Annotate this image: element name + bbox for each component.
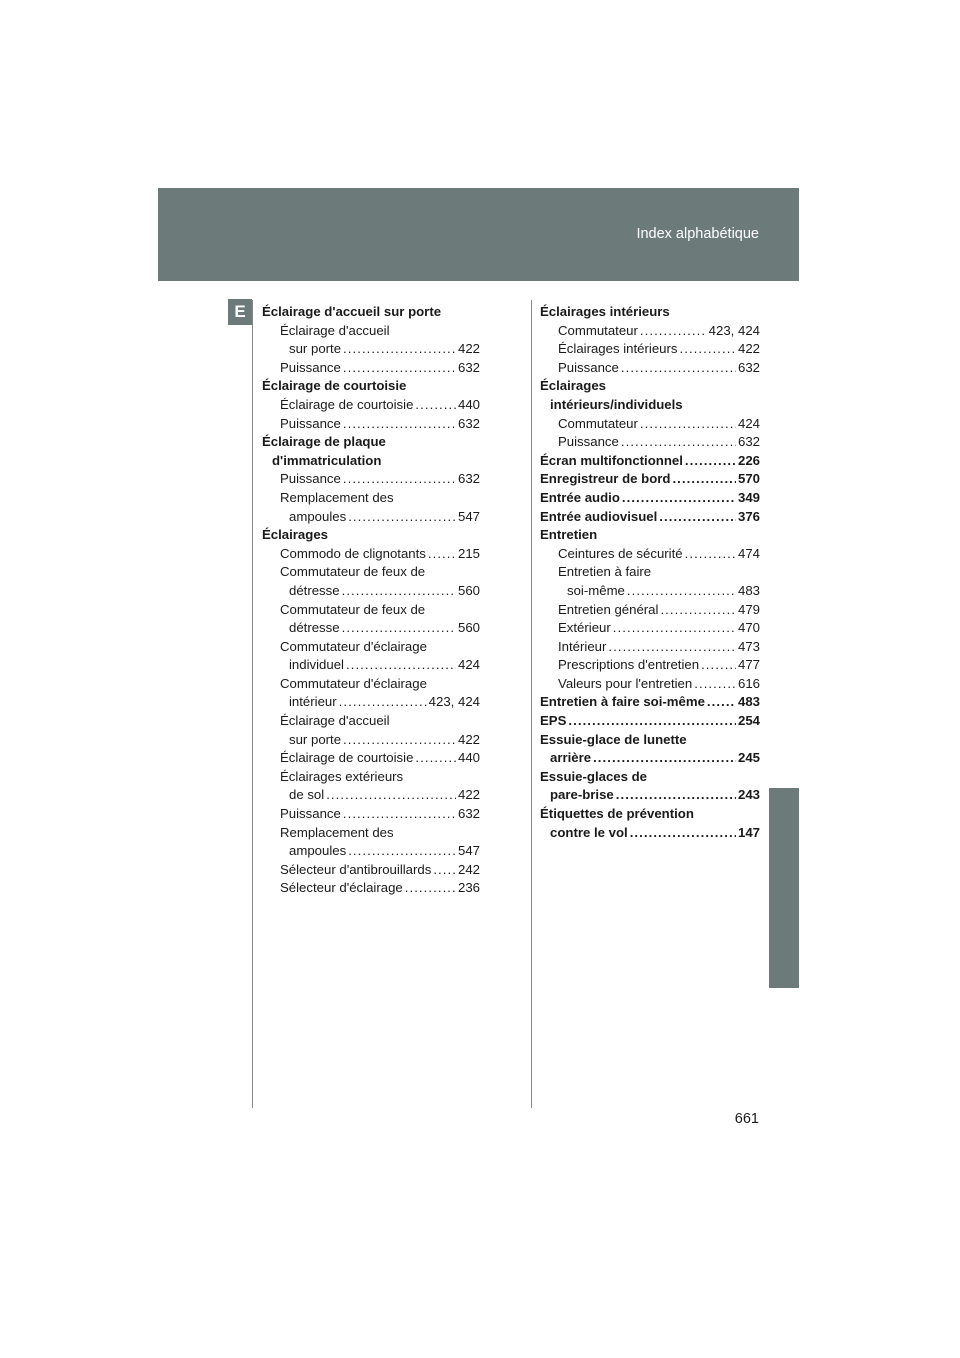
index-entry: [262, 322, 480, 341]
dot-leader: [348, 842, 456, 861]
index-entry-page: 424: [457, 657, 480, 673]
index-entry: [540, 377, 760, 396]
index-entry: [540, 508, 760, 527]
index-entry: [540, 415, 760, 434]
index-entry-page: 423, 424: [428, 694, 480, 710]
dot-leader: [343, 415, 456, 434]
index-entry: [540, 768, 760, 787]
index-entry-label: Valeurs pour l'entretien: [558, 675, 693, 691]
index-entry: [262, 675, 480, 694]
index-entry-label: Entretien à faire soi-même: [540, 694, 705, 710]
index-entry: [540, 452, 760, 471]
dot-leader: [679, 340, 736, 359]
index-entry: [262, 601, 480, 620]
index-entry: [540, 824, 760, 843]
dot-leader: [346, 656, 456, 675]
index-entry-label: Commutateur: [558, 322, 638, 338]
index-entry-label: Éclairage d'accueil: [280, 322, 390, 338]
index-entry: [540, 545, 760, 564]
index-entry-label: individuel: [289, 657, 344, 673]
dot-leader: [568, 712, 736, 731]
index-entry-label: Puissance: [280, 415, 341, 431]
index-entry-label: Éclairage d'accueil sur porte: [262, 304, 442, 319]
index-entry-label: d'immatriculation: [272, 452, 382, 468]
index-entry-label: Sélecteur d'antibrouillards: [280, 861, 432, 877]
index-entry: [540, 582, 760, 601]
index-entry: [262, 489, 480, 508]
index-entry-label: ampoules: [289, 508, 347, 524]
index-entry: [540, 322, 760, 341]
index-entry: [540, 656, 760, 675]
dot-leader: [343, 340, 456, 359]
index-entry: [262, 824, 480, 843]
index-entry: [262, 638, 480, 657]
left-rule: [252, 300, 253, 1108]
index-entry-page: 632: [737, 434, 760, 450]
index-entry-label: Commutateur de feux de: [280, 601, 426, 617]
dot-leader: [428, 545, 456, 564]
index-entry-page: 470: [737, 620, 760, 636]
index-entry-label: Essuie-glace de lunette: [540, 731, 687, 747]
index-entry-label: Commodo de clignotants: [280, 545, 426, 561]
dot-leader: [342, 619, 456, 638]
index-entry-label: Éclairage de courtoisie: [280, 396, 414, 412]
index-entry-page: 632: [457, 359, 480, 375]
index-entry-page: 422: [457, 341, 480, 357]
index-entry: [262, 563, 480, 582]
header-title: Index alphabétique: [636, 226, 759, 242]
dot-leader: [616, 786, 736, 805]
index-entry-page: 147: [737, 824, 760, 840]
index-entry: [262, 712, 480, 731]
index-entry-page: 423, 424: [708, 322, 760, 338]
dot-leader: [343, 359, 456, 378]
index-entry: [262, 656, 480, 675]
index-entry: [262, 415, 480, 434]
dot-leader: [622, 489, 736, 508]
index-column-right: [540, 303, 760, 842]
header-bar: [158, 188, 799, 281]
dot-leader: [694, 675, 736, 694]
index-entry: [540, 805, 760, 824]
index-entry-label: Éclairages: [540, 378, 606, 394]
index-entry: [540, 433, 760, 452]
index-entry: [262, 359, 480, 378]
index-entry: [540, 470, 760, 489]
index-entry-page: 547: [457, 508, 480, 524]
index-entry-page: 215: [457, 545, 480, 561]
index-entry-label: pare-brise: [550, 787, 614, 803]
index-entry-label: Ceintures de sécurité: [558, 545, 683, 561]
index-entry: [262, 861, 480, 880]
index-entry-label: Écran multifonctionnel: [540, 452, 683, 468]
index-entry-label: Entretien à faire: [558, 564, 652, 580]
index-entry-label: Commutateur: [558, 415, 638, 431]
index-entry: [262, 470, 480, 489]
index-entry-page: 376: [737, 508, 760, 524]
index-entry-label: Éclairage d'accueil: [280, 713, 390, 729]
index-entry-page: 422: [737, 341, 760, 357]
index-entry-page: 479: [737, 601, 760, 617]
index-entry-label: Commutateur d'éclairage: [280, 675, 427, 691]
dot-leader: [621, 433, 736, 452]
dot-leader: [613, 619, 736, 638]
index-entry-label: ampoules: [289, 843, 347, 859]
dot-leader: [343, 470, 456, 489]
index-entry: [262, 526, 480, 545]
column-divider: [531, 300, 532, 1108]
index-entry-label: EPS: [540, 713, 567, 729]
index-entry-label: Éclairages: [262, 527, 328, 543]
index-entry-page: 632: [457, 415, 480, 431]
index-entry: [540, 563, 760, 582]
index-entry-label: Puissance: [280, 471, 341, 487]
index-entry-label: Puissance: [280, 806, 341, 822]
index-entry-page: 483: [737, 582, 760, 598]
index-entry-page: 632: [457, 471, 480, 487]
index-entry-page: 616: [737, 675, 760, 691]
index-entry-label: intérieur: [289, 694, 337, 710]
index-entry-page: 422: [457, 731, 480, 747]
index-entry: [540, 340, 760, 359]
index-entry-label: Puissance: [280, 359, 341, 375]
index-entry-label: de sol: [289, 787, 325, 803]
index-entry-label: Extérieur: [558, 620, 611, 636]
dot-leader: [672, 470, 736, 489]
index-entry-label: Commutateur d'éclairage: [280, 638, 427, 654]
index-entry-page: 473: [737, 638, 760, 654]
index-entry-page: 422: [457, 787, 480, 803]
index-entry: [540, 396, 760, 415]
index-entry-label: Enregistreur de bord: [540, 471, 671, 487]
dot-leader: [339, 693, 427, 712]
index-entry-page: 424: [737, 415, 760, 431]
index-entry-label: Éclairage de courtoisie: [280, 750, 414, 766]
index-entry: [540, 786, 760, 805]
index-entry: [262, 879, 480, 898]
index-entry-page: 440: [457, 750, 480, 766]
dot-leader: [630, 824, 736, 843]
index-entry-page: 440: [457, 396, 480, 412]
index-entry: [262, 731, 480, 750]
index-entry: [540, 638, 760, 657]
index-entry-label: Éclairages intérieurs: [558, 341, 678, 357]
index-entry-label: Éclairages intérieurs: [540, 304, 670, 319]
index-entry: [262, 340, 480, 359]
index-entry: [262, 693, 480, 712]
index-entry-page: 236: [457, 880, 480, 896]
dot-leader: [621, 359, 736, 378]
section-letter-badge: E: [228, 299, 252, 325]
index-entry-label: sur porte: [289, 341, 342, 357]
index-column-left: [262, 303, 480, 898]
index-entry: [540, 731, 760, 750]
index-entry: [540, 601, 760, 620]
dot-leader: [640, 415, 736, 434]
index-entry-label: Remplacement des: [280, 824, 394, 840]
index-entry-label: Étiquettes de prévention: [540, 806, 694, 822]
index-entry: [262, 786, 480, 805]
index-entry-page: 477: [737, 657, 760, 673]
index-entry-label: Remplacement des: [280, 489, 394, 505]
index-entry: [540, 675, 760, 694]
index-entry-label: Entretien: [540, 527, 598, 543]
dot-leader: [627, 582, 736, 601]
index-entry: [262, 842, 480, 861]
index-entry: [540, 489, 760, 508]
index-entry-label: détresse: [289, 582, 340, 598]
index-entry: [540, 619, 760, 638]
index-entry-page: 243: [737, 787, 760, 803]
index-entry: [262, 377, 480, 396]
dot-leader: [608, 638, 736, 657]
index-entry-page: 560: [457, 582, 480, 598]
index-entry-label: Entretien général: [558, 601, 659, 617]
dot-leader: [685, 452, 736, 471]
index-entry: [262, 805, 480, 824]
dot-leader: [593, 749, 736, 768]
index-entry-page: 570: [737, 471, 760, 487]
dot-leader: [433, 861, 456, 880]
index-entry: [540, 526, 760, 545]
dot-leader: [343, 731, 456, 750]
index-entry: [262, 433, 480, 452]
dot-leader: [685, 545, 736, 564]
index-entry-label: contre le vol: [550, 824, 628, 840]
index-entry-label: Éclairages extérieurs: [280, 768, 404, 784]
index-entry-label: Prescriptions d'entretien: [558, 657, 700, 673]
index-entry-label: Puissance: [558, 434, 619, 450]
index-entry-label: Puissance: [558, 359, 619, 375]
side-tab: [769, 788, 799, 988]
index-entry-label: Intérieur: [558, 638, 607, 654]
index-entry: [540, 693, 760, 712]
page-number: 661: [734, 1111, 759, 1127]
index-entry-label: arrière: [550, 750, 592, 766]
dot-leader: [659, 508, 736, 527]
index-entry: [262, 303, 480, 322]
dot-leader: [405, 879, 456, 898]
index-entry-page: 245: [737, 750, 760, 766]
index-entry-label: Essuie-glaces de: [540, 768, 648, 784]
index-entry-page: 226: [737, 452, 760, 468]
index-entry-page: 483: [737, 694, 760, 710]
index-entry-page: 474: [737, 545, 760, 561]
index-entry: [540, 749, 760, 768]
dot-leader: [415, 396, 456, 415]
index-entry: [262, 396, 480, 415]
dot-leader: [701, 656, 736, 675]
index-entry-label: Commutateur de feux de: [280, 564, 426, 580]
index-entry: [262, 768, 480, 787]
index-entry-page: 349: [737, 489, 760, 505]
dot-leader: [640, 322, 707, 341]
index-entry-page: 242: [457, 861, 480, 877]
index-entry: [540, 712, 760, 731]
dot-leader: [348, 508, 456, 527]
index-entry-page: 560: [457, 620, 480, 636]
dot-leader: [343, 805, 456, 824]
index-entry-label: Entrée audio: [540, 489, 620, 505]
index-entry-page: 632: [457, 806, 480, 822]
index-entry: [262, 545, 480, 564]
index-entry-label: Sélecteur d'éclairage: [280, 880, 403, 896]
index-entry: [540, 303, 760, 322]
index-entry: [540, 359, 760, 378]
index-entry-page: 632: [737, 359, 760, 375]
index-entry-label: détresse: [289, 620, 340, 636]
index-entry: [262, 508, 480, 527]
index-entry: [262, 619, 480, 638]
dot-leader: [660, 601, 736, 620]
dot-leader: [326, 786, 456, 805]
index-entry-label: sur porte: [289, 731, 342, 747]
index-entry-label: intérieurs/individuels: [550, 396, 683, 412]
index-entry: [262, 452, 480, 471]
index-entry-label: soi-même: [567, 582, 625, 598]
dot-leader: [707, 693, 736, 712]
index-entry: [262, 749, 480, 768]
index-entry-page: 254: [737, 713, 760, 729]
index-entry-label: Entrée audiovisuel: [540, 508, 658, 524]
index-entry-page: 547: [457, 843, 480, 859]
index-entry-label: Éclairage de courtoisie: [262, 378, 407, 394]
dot-leader: [415, 749, 456, 768]
dot-leader: [342, 582, 456, 601]
index-entry: [262, 582, 480, 601]
index-entry-label: Éclairage de plaque: [262, 434, 386, 450]
